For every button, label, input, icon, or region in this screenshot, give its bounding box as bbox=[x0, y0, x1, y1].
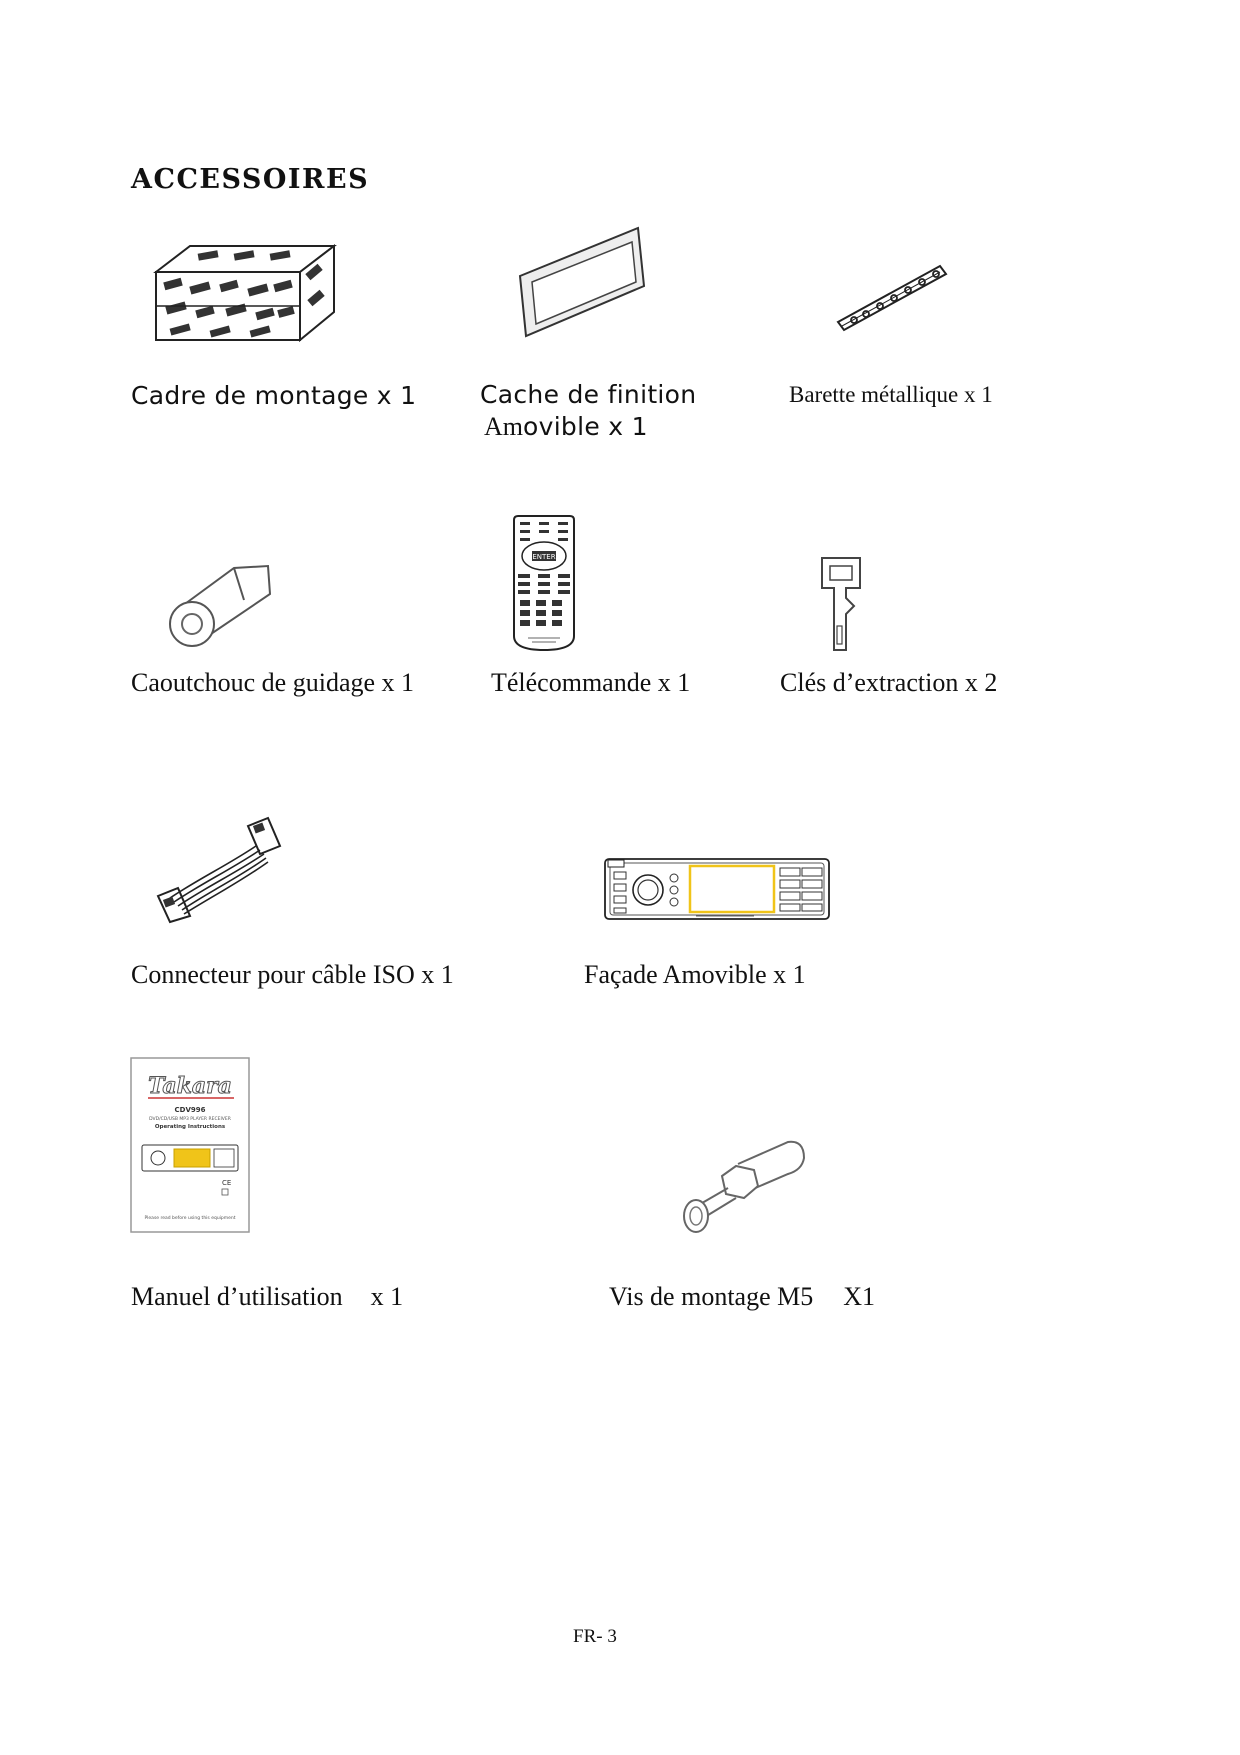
manual-brand-text: Takara bbox=[148, 1073, 232, 1099]
caption-rubber-bush: Caoutchouc de guidage x 1 bbox=[131, 668, 415, 697]
detachable-panel-icon bbox=[604, 858, 830, 920]
manual-title-text: Operating Instructions bbox=[154, 1124, 226, 1130]
svg-text:CE: CE bbox=[222, 1179, 232, 1187]
caption-trim-frame-line2 bbox=[484, 411, 648, 443]
metal-strap-icon bbox=[836, 256, 948, 334]
caption-mounting-screw-label: Vis de montage M5 bbox=[609, 1282, 814, 1311]
caption-mounting-frame: Cadre de montage x 1 bbox=[131, 381, 417, 410]
caption-mounting-screw bbox=[609, 1281, 875, 1313]
mounting-screw-icon bbox=[676, 1140, 808, 1240]
caption-remote-control: Télécommande x 1 bbox=[491, 668, 691, 697]
caption-extraction-key: Clés d’extraction x 2 bbox=[780, 668, 998, 697]
remote-control-icon bbox=[512, 516, 576, 650]
mounting-frame-icon bbox=[150, 232, 340, 344]
user-manual-icon bbox=[130, 1057, 250, 1233]
remote-enter-text: ENTER bbox=[532, 553, 556, 561]
trim-frame-icon bbox=[518, 226, 648, 344]
caption-user-manual-label: Manuel d’utilisation bbox=[131, 1282, 343, 1311]
rubber-bush-icon bbox=[164, 560, 274, 650]
manual-model-text: CDV996 bbox=[174, 1106, 206, 1114]
caption-user-manual-qty: x 1 bbox=[370, 1282, 404, 1311]
manual-subtitle-text: DVD/CD/USB MP3 PLAYER RECEIVER bbox=[149, 1117, 231, 1122]
caption-mounting-screw-qty: X1 bbox=[843, 1282, 876, 1311]
caption-trim-frame-line2-part2: ovible x 1 bbox=[523, 412, 648, 441]
page-number: FR- 3 bbox=[573, 1626, 617, 1647]
iso-connector-icon bbox=[156, 818, 284, 922]
section-heading: ACCESSOIRES bbox=[131, 164, 370, 195]
caption-metal-strap: Barette métallique x 1 bbox=[789, 382, 993, 407]
caption-user-manual bbox=[131, 1281, 403, 1313]
extraction-key-icon bbox=[818, 554, 864, 654]
caption-iso-connector: Connecteur pour câble ISO x 1 bbox=[131, 960, 454, 989]
manual-footer-text: Please read before using this equipment bbox=[144, 1216, 236, 1221]
caption-detachable-panel: Façade Amovible x 1 bbox=[584, 960, 806, 989]
caption-trim-frame-line1: Cache de finition bbox=[480, 380, 697, 409]
caption-trim-frame-line2-part1: Am bbox=[484, 412, 523, 441]
